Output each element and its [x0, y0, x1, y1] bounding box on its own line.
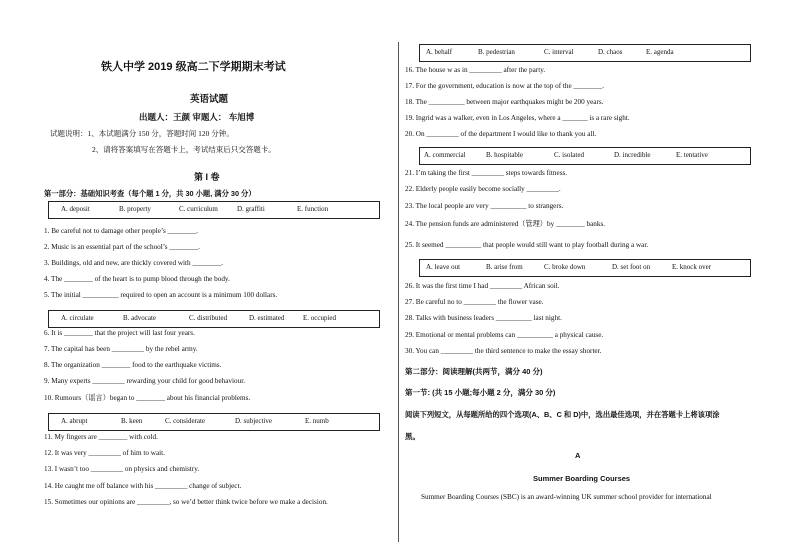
question: 26. It was the first time I had _________ African soil.: [405, 282, 560, 290]
option: C. distributed: [189, 314, 228, 322]
question: 9. Many experts _________ rewarding your child for good behaviour.: [44, 377, 246, 385]
question: 8. The organization ________ food to the earthquake victims.: [44, 361, 222, 369]
option: B. pedestrian: [478, 48, 515, 56]
option: C. isolated: [554, 151, 584, 159]
exam-note-2: 2、请将答案填写在答题卡上，考试结束后只交答题卡。: [92, 145, 276, 154]
option: C. curriculum: [179, 205, 218, 213]
question: 10. Rumours（谣言）began to ________ about his financial problems.: [44, 394, 251, 402]
option: C. considerate: [165, 417, 206, 425]
question: 23. The local people are very __________ to strangers.: [405, 202, 564, 210]
passage-title: Summer Boarding Courses: [533, 474, 631, 483]
question: 27. Be careful no to _________ the flower vase.: [405, 298, 544, 306]
question: 15. Sometimes our opinions are _________, so we’d better think twice before we make a decision.: [44, 498, 328, 506]
question: 28. Talks with business leaders __________ last night.: [405, 314, 562, 322]
option: D. estimated: [249, 314, 285, 322]
section1-heading: 第一节: (共 15 小题;每小题 2 分，满分 30 分): [405, 388, 556, 397]
option: A. behalf: [426, 48, 453, 56]
option: B. advocate: [123, 314, 157, 322]
question: 5. The initial __________ required to open an account is a minimum 100 dollars.: [44, 291, 278, 299]
exam-note-1: 试题说明：1、本试题满分 150 分，答题时间 120 分钟。: [50, 129, 234, 138]
question: 1. Be careful not to damage other people’s ________.: [44, 227, 199, 235]
reading-instruction-end: 黑。: [405, 432, 420, 441]
question: 20. On _________ of the department I would like to thank you all.: [405, 130, 597, 138]
question: 29. Emotional or mental problems can __________ a physical cause.: [405, 331, 604, 339]
part2-heading: 第二部分：阅读理解(共两节，满分 40 分): [405, 367, 543, 376]
option: D. subjective: [235, 417, 272, 425]
passage-letter: A: [575, 451, 581, 460]
option: D. graffiti: [237, 205, 265, 213]
passage-text: Summer Boarding Courses (SBC) is an award-winning UK summer school provider for international: [421, 493, 712, 501]
option: E. numb: [305, 417, 329, 425]
option: D. set foot on: [612, 263, 651, 271]
question: 30. You can _________ the third sentence to make the essay shorter.: [405, 347, 602, 355]
question: 24. The pension funds are administered（管理）by ________ banks.: [405, 220, 606, 228]
question: 16. The house w as in _________ after the party.: [405, 66, 546, 74]
option: E. function: [297, 205, 329, 213]
question: 19. Ingrid was a walker, even in Los Angeles, where a _______ is a rare sight.: [405, 114, 630, 122]
question: 18. The __________ between major earthquakes might be 200 years.: [405, 98, 604, 106]
option: B. arise from: [486, 263, 523, 271]
question: 6. It is ________ that the project will last four years.: [44, 329, 195, 337]
word-bank-4: [419, 44, 751, 62]
option: E. tentative: [676, 151, 708, 159]
option: E. occupied: [303, 314, 337, 322]
question: 21. I’m taking the first _________ steps towards fitness.: [405, 169, 568, 177]
option: C. interval: [544, 48, 574, 56]
exam-subtitle: 英语试题: [190, 94, 229, 105]
word-bank-2: [48, 310, 380, 328]
option: D. incredible: [614, 151, 651, 159]
question: 22. Elderly people easily become socially _________.: [405, 185, 561, 193]
exam-title: 铁人中学 2019 级高二下学期期末考试: [101, 61, 286, 73]
word-bank-1: [48, 201, 380, 219]
option: E. knock over: [672, 263, 712, 271]
word-bank-3: [48, 413, 380, 431]
question: 11. My fingers are ________ with cold.: [44, 433, 158, 441]
word-bank-6: [419, 259, 751, 277]
question: 14. He caught me off balance with his _________ change of subject.: [44, 482, 242, 490]
word-bank-5: [419, 147, 751, 165]
option: A. circulate: [61, 314, 94, 322]
option: B. keen: [121, 417, 143, 425]
option: C. broke down: [544, 263, 586, 271]
option: E. agenda: [646, 48, 674, 56]
question: 7. The capital has been _________ by the rebel army.: [44, 345, 198, 353]
option: A. commercial: [424, 151, 466, 159]
question: 4. The ________ of the heart is to pump blood through the body.: [44, 275, 230, 283]
volume-heading: 第 I 卷: [194, 172, 220, 182]
author-line: 出题人：王颜 审题人： 车旭博: [139, 112, 255, 122]
option: B. hospitable: [486, 151, 523, 159]
column-divider: [398, 42, 399, 542]
option: A. abrupt: [61, 417, 88, 425]
option: A. leave out: [426, 263, 461, 271]
question: 3. Buildings, old and new, are thickly covered with ________.: [44, 259, 223, 267]
question: 25. It seemed __________ that people would still want to play football during a war.: [405, 241, 649, 249]
question: 12. It was very _________ of him to wait.: [44, 449, 165, 457]
question: 17. For the government, education is now at the top of the ________.: [405, 82, 605, 90]
part1-heading: 第一部分：基础知识考查（每个题 1 分，共 30 小题, 满分 30 分）: [44, 189, 256, 198]
option: D. chaos: [598, 48, 623, 56]
question: 13. I wasn’t too _________ on physics and chemistry.: [44, 465, 200, 473]
reading-instruction: 阅读下列短文，从每题所给的四个选项(A、B、C 和 D)中，选出最佳选项，并在答题卡上将该项涂: [405, 410, 720, 419]
question: 2. Music is an essential part of the school’s ________.: [44, 243, 200, 251]
option: B. property: [119, 205, 151, 213]
option: A. deposit: [61, 205, 90, 213]
